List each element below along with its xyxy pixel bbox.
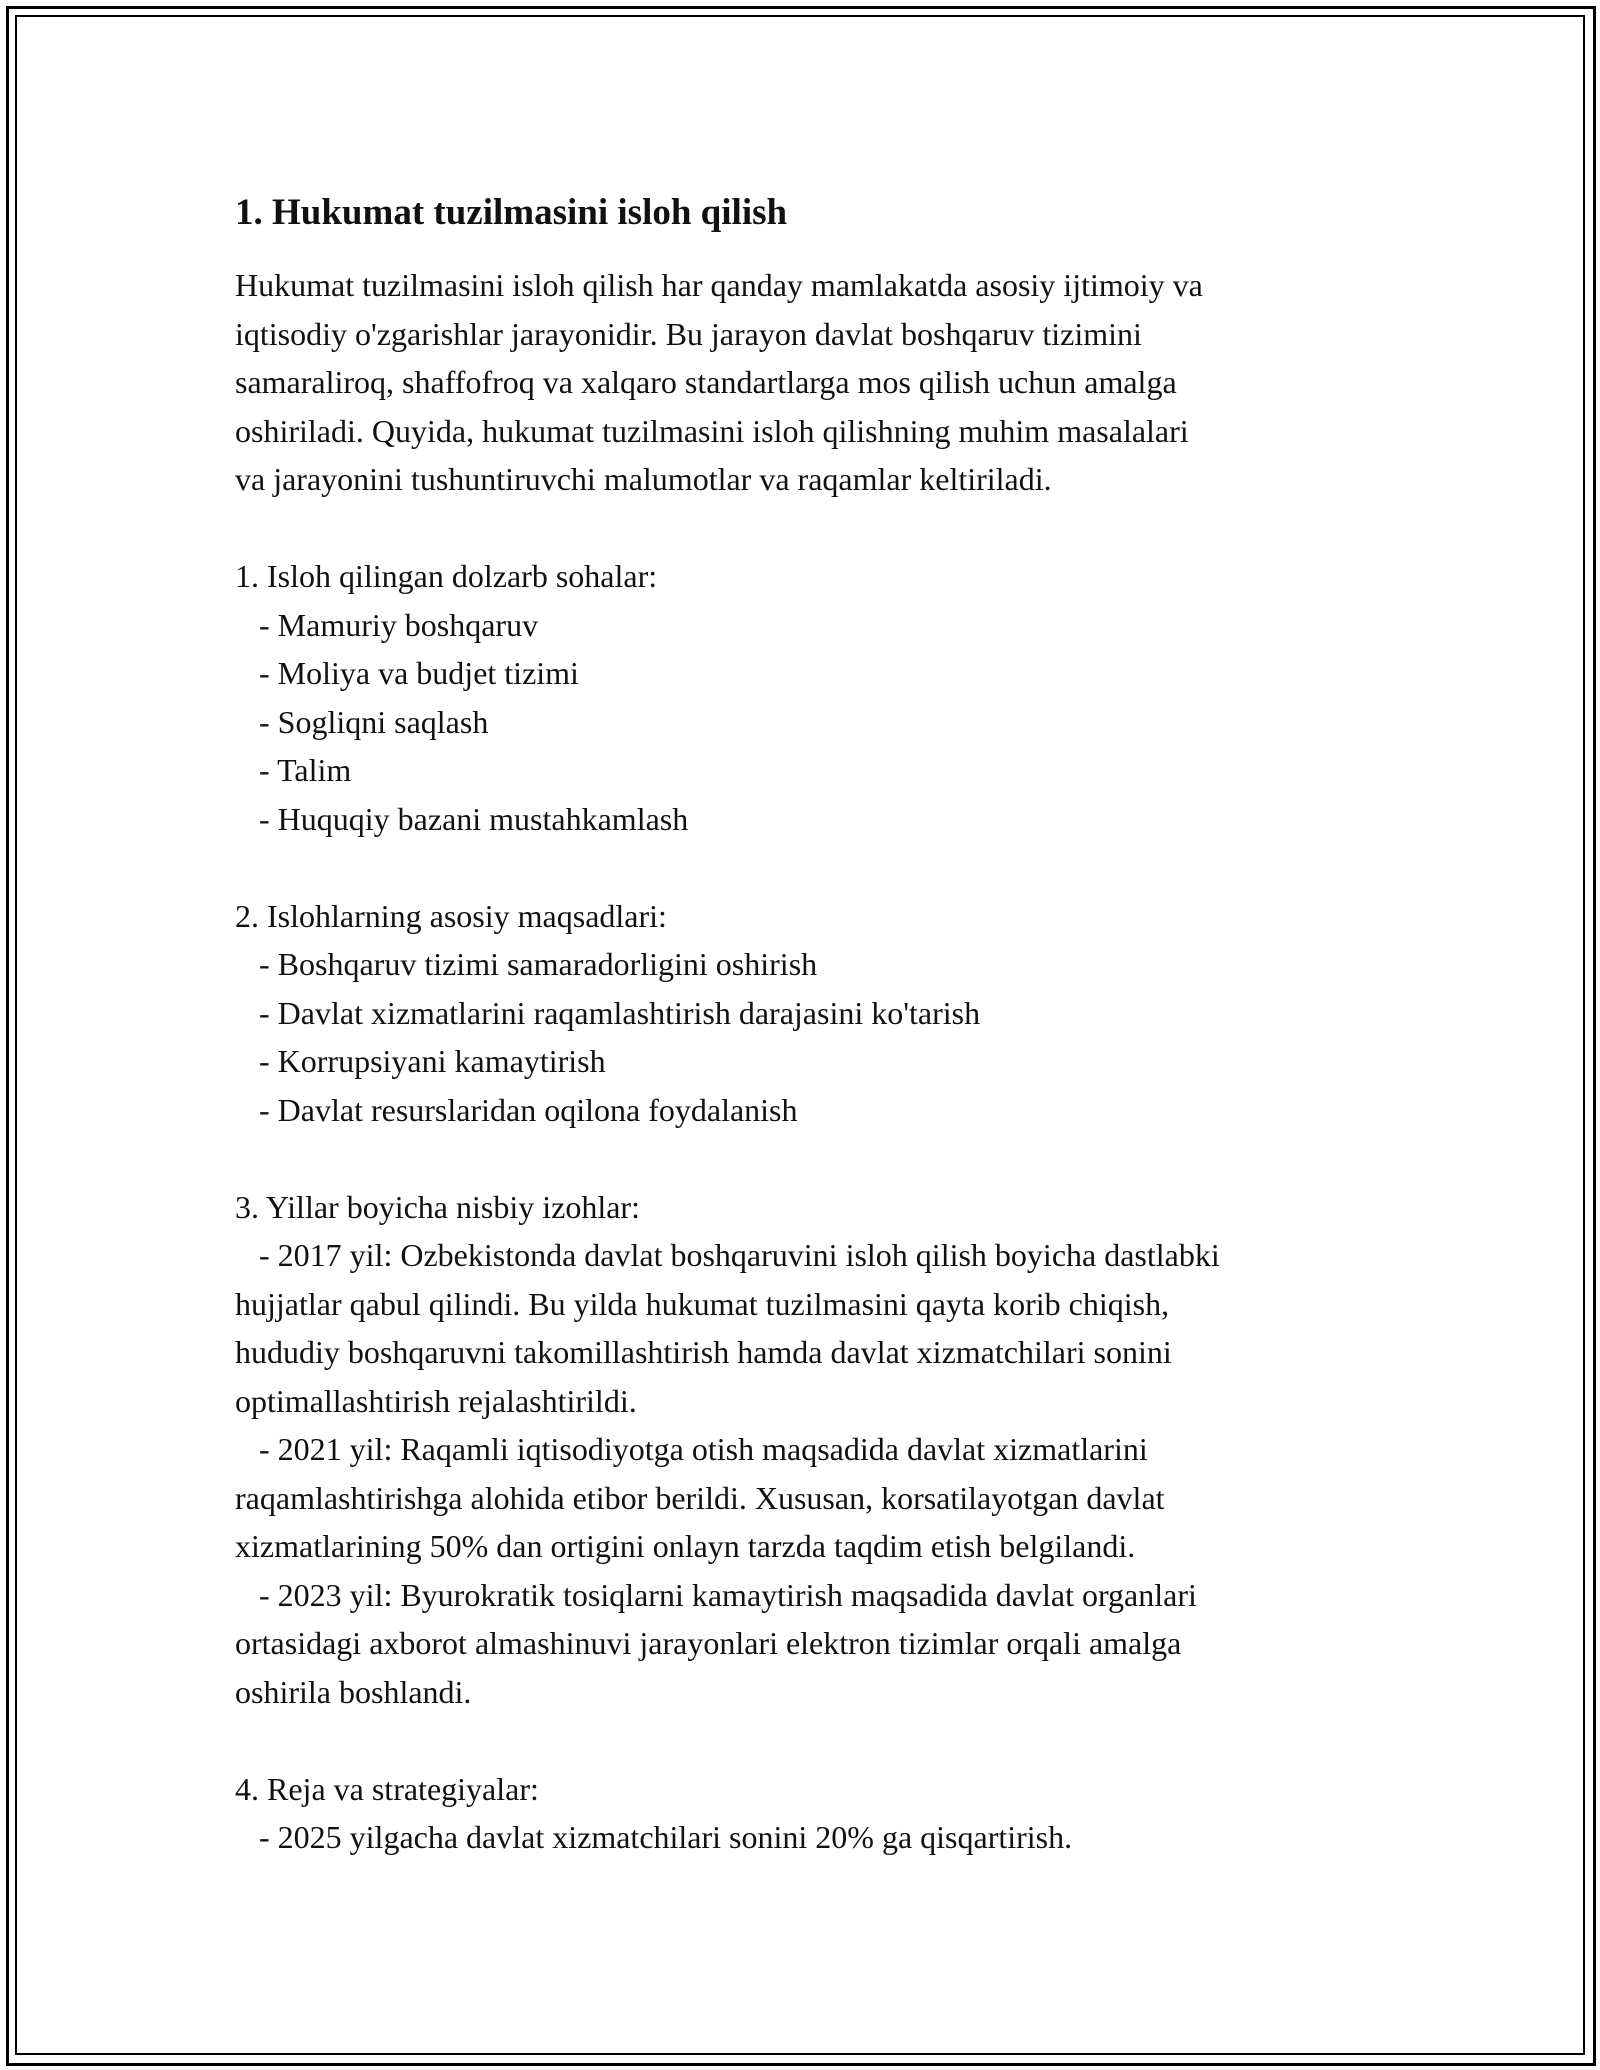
list-item: - Davlat xizmatlarini raqamlashtirish darajasini ko'tarish: [235, 994, 981, 1031]
section-title: 3. Yillar boyicha nisbiy izohlar:: [235, 1188, 640, 1225]
section-title: 4. Reja va strategiyalar:: [235, 1770, 539, 1807]
section-reform-goals: [235, 892, 1385, 1135]
text-line: raqamlashtirishga alohida etibor berildi. Xususan, korsatilayotgan davlat: [235, 1479, 1165, 1516]
text-line: xizmatlarining 50% dan ortigini onlayn tarzda taqdim etish belgilandi.: [235, 1528, 1136, 1564]
list-item: - 2017 yil: Ozbekistonda davlat boshqaruvini isloh qilish boyicha dastlabki: [235, 1237, 1220, 1273]
list-item: - Boshqaruv tizimi samaradorligini oshirish: [235, 946, 818, 982]
paragraph-spacer: [235, 504, 1385, 553]
text-line: iqtisodiy o'zgarishlar jarayonidir. Bu jarayon davlat boshqaruv tizimini: [235, 315, 1142, 352]
text-line: hujjatlar qabul qilindi. Bu yilda hukumat tuzilmasini qayta korib chiqish,: [235, 1285, 1170, 1322]
list-item: - 2021 yil: Raqamli iqtisodiyotga otish maqsadida davlat xizmatlarini: [235, 1431, 1148, 1467]
list-item: - Sogliqni saqlash: [235, 703, 489, 740]
intro-paragraph: [235, 261, 1385, 504]
document-page: [235, 185, 1385, 1862]
section-reform-areas: [235, 552, 1385, 843]
list-item: - Davlat resurslaridan oqilona foydalanish: [235, 1091, 798, 1128]
text-line: ortasidagi axborot almashinuvi jarayonlari elektron tizimlar orqali amalga: [235, 1625, 1182, 1661]
text-line: va jarayonini tushuntiruvchi malumotlar va raqamlar keltiriladi.: [235, 461, 1052, 497]
text-line: oshiriladi. Quyida, hukumat tuzilmasini isloh qilishning muhim masalalari: [235, 412, 1189, 449]
document-heading: 1. Hukumat tuzilmasini isloh qilish: [235, 192, 788, 233]
text-line: optimallashtirish rejalashtirildi.: [235, 1382, 637, 1419]
text-line: samaraliroq, shaffofroq va xalqaro standartlarga mos qilish uchun amalga: [235, 364, 1177, 400]
list-item: - Talim: [235, 752, 352, 788]
paragraph-spacer: [235, 1134, 1385, 1183]
text-line: hududiy boshqaruvni takomillashtirish hamda davlat xizmatchilari sonini: [235, 1334, 1172, 1370]
list-item: - Korrupsiyani kamaytirish: [235, 1043, 606, 1079]
list-item: - Mamuriy boshqaruv: [235, 606, 539, 643]
list-item: - Moliya va budjet tizimi: [235, 655, 579, 691]
list-item: - 2025 yilgacha davlat xizmatchilari sonini 20% ga qisqartirish.: [235, 1819, 1073, 1855]
paragraph-spacer: [235, 843, 1385, 892]
text-line: Hukumat tuzilmasini isloh qilish har qanday mamlakatda asosiy ijtimoiy va: [235, 267, 1203, 303]
list-item: - 2023 yil: Byurokratik tosiqlarni kamaytirish maqsadida davlat organlari: [235, 1576, 1197, 1613]
section-yearly-notes: [235, 1183, 1385, 1717]
section-plans: [235, 1765, 1385, 1862]
section-title: 1. Isloh qilingan dolzarb sohalar:: [235, 558, 658, 594]
text-line: oshirila boshlandi.: [235, 1673, 472, 1710]
list-item: - Huquqiy bazani mustahkamlash: [235, 800, 689, 837]
paragraph-spacer: [235, 1716, 1385, 1765]
section-title: 2. Islohlarning asosiy maqsadlari:: [235, 897, 667, 934]
